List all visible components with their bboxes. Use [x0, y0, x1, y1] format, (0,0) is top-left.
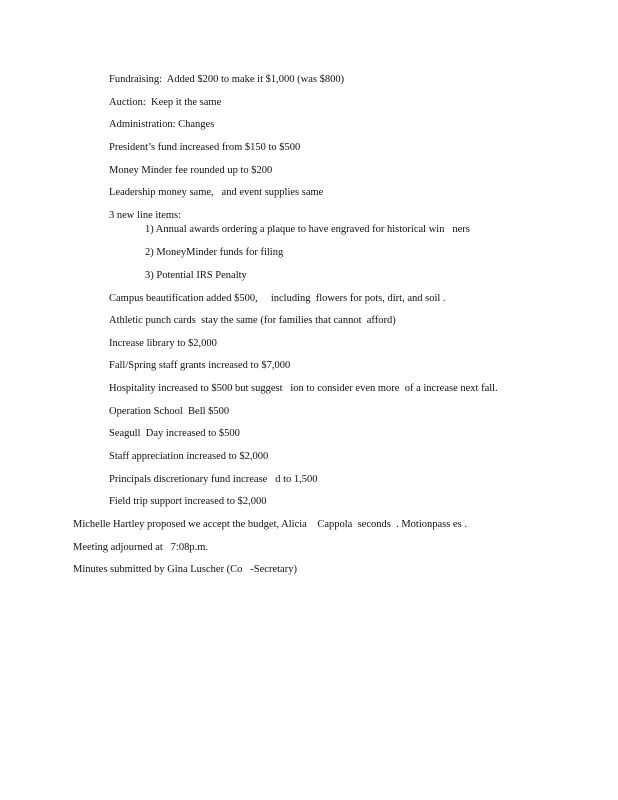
budget-item-staff-appreciation: Staff appreciation increased to $2,000	[109, 451, 269, 462]
minutes-submitted-by: Minutes submitted by Gina Luscher (Co -Secretary)	[73, 564, 297, 575]
budget-item-fundraising: Fundraising: Added $200 to make it $1,000 (was $800)	[109, 74, 345, 85]
budget-item-administration: Administration: Changes	[109, 119, 215, 130]
new-line-item-irs-penalty: 3) Potential IRS Penalty	[145, 270, 247, 281]
budget-item-staff-grants: Fall/Spring staff grants increased to $7,000	[109, 360, 291, 371]
budget-item-seagull-day: Seagull Day increased to $500	[109, 428, 240, 439]
meeting-adjourned: Meeting adjourned at 7:08p.m.	[73, 542, 209, 553]
budget-item-presidents-fund: President’s fund increased from $150 to $500	[109, 142, 301, 153]
budget-item-leadership: Leadership money same, and event supplies same	[109, 187, 324, 198]
budget-item-field-trip: Field trip support increased to $2,000	[109, 496, 267, 507]
budget-item-auction: Auction: Keep it the same	[109, 97, 222, 108]
budget-item-principals-fund: Principals discretionary fund increase d to 1,500	[109, 474, 318, 485]
budget-item-campus-beautification: Campus beautification added $500, including flowers for pots, dirt, and soil .	[109, 293, 446, 304]
budget-item-new-line-items: 3 new line items:	[109, 210, 182, 221]
budget-item-money-minder: Money Minder fee rounded up to $200	[109, 165, 273, 176]
budget-item-operation-school-bell: Operation School Bell $500	[109, 406, 230, 417]
budget-motion: Michelle Hartley proposed we accept the budget, Alicia Cappola seconds . Motionpass es .	[73, 519, 467, 530]
budget-item-hospitality: Hospitality increased to $500 but suggest ion to consider even more of a increase next fall.	[109, 383, 498, 394]
budget-item-library: Increase library to $2,000	[109, 338, 217, 349]
new-line-item-annual-awards: 1) Annual awards ordering a plaque to have engraved for historical win ners	[145, 224, 470, 235]
budget-item-athletic-punch-cards: Athletic punch cards stay the same (for families that cannot afford)	[109, 315, 396, 326]
new-line-item-moneyminder: 2) MoneyMinder funds for filing	[145, 247, 284, 258]
